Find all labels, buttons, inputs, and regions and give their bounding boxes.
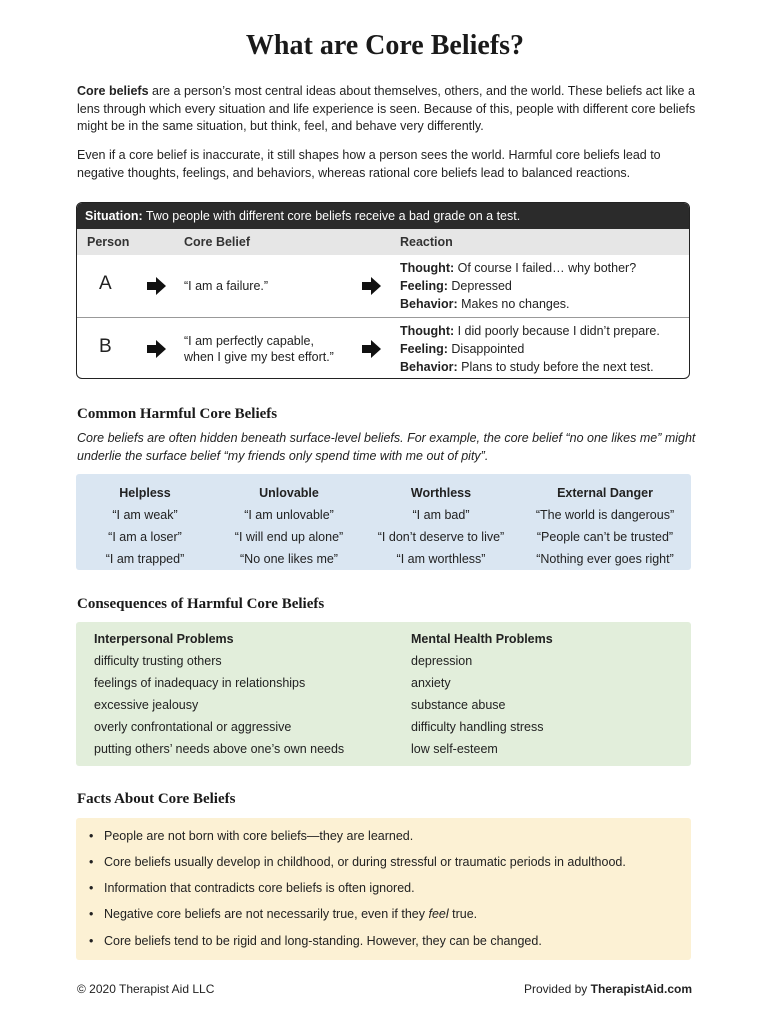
consequence-item: putting others’ needs above one’s own needs [94, 742, 345, 756]
category-heading: External Danger [557, 486, 653, 500]
category-item: “I am unlovable” [244, 508, 334, 522]
thought-value: I did poorly because I didn’t prepare. [454, 324, 660, 338]
fact-emphasis: feel [428, 907, 449, 921]
category-item: “I don’t deserve to live” [377, 530, 505, 544]
belief-categories-panel [76, 474, 691, 570]
category-item: “People can’t be trusted” [536, 530, 674, 544]
person-label: A [99, 273, 112, 294]
brand-link[interactable]: TherapistAid.com [590, 982, 692, 996]
consequence-item: anxiety [411, 676, 451, 690]
consequence-heading: Interpersonal Problems [94, 632, 234, 646]
belief-category-unlovable [214, 482, 364, 570]
feeling-value: Depressed [447, 279, 512, 293]
behavior-label: Behavior: [400, 297, 458, 311]
situation-column-headers [77, 229, 689, 255]
fact-item: • Core beliefs usually develop in childhood, or during stressful or traumatic periods in adulthood. [104, 854, 626, 870]
core-belief-text [184, 278, 268, 294]
intro-keyword: Core beliefs [77, 84, 149, 98]
belief-category-worthless [366, 482, 516, 570]
section-title-facts: Facts About Core Beliefs [77, 791, 236, 807]
core-belief-line: when I give my best effort.” [184, 350, 334, 364]
common-intro: Core beliefs are often hidden beneath surface-level beliefs. For example, the core belief “no one likes me” might underlie the surface belief “my friends only spend time with me out of pity”. [77, 431, 696, 463]
arrow-right-icon [145, 338, 167, 360]
feeling-label: Feeling: [400, 279, 448, 293]
intro-paragraph-1 [77, 83, 697, 136]
thought-value: Of course I failed… why bother? [454, 261, 637, 275]
consequence-heading: Mental Health Problems [411, 632, 553, 646]
consequence-item: excessive jealousy [94, 698, 199, 712]
section-title-common: Common Harmful Core Beliefs [77, 406, 278, 422]
core-belief-line: “I am a failure.” [184, 279, 269, 293]
person-label: B [99, 336, 112, 357]
situation-text: Two people with different core beliefs receive a bad grade on a test. [142, 209, 521, 223]
reaction-feeling [400, 340, 660, 358]
fact-item: • People are not born with core beliefs—they are learned. [104, 828, 413, 844]
consequence-item: overly confrontational or aggressive [94, 720, 292, 734]
situation-label: Situation: [85, 209, 143, 223]
section-title-consequences: Consequences of Harmful Core Beliefs [77, 596, 325, 612]
category-item: “I am bad” [412, 508, 470, 522]
fact-text: Negative core beliefs are not necessarily true, even if they [104, 907, 429, 921]
category-heading: Unlovable [259, 486, 319, 500]
belief-category-helpless [70, 482, 220, 570]
core-belief-text [184, 333, 334, 365]
situation-table [76, 202, 690, 379]
fact-item: • Core beliefs tend to be rigid and long-standing. However, they can be changed. [104, 933, 542, 949]
intro-paragraph-2: Even if a core belief is inaccurate, it still shapes how a person sees the world. Harmful core beliefs lead to negative thoughts, feelings, and behaviors, whereas rational core beliefs lead to balanced reactions. [77, 148, 661, 180]
consequence-item: substance abuse [411, 698, 506, 712]
consequence-item: feelings of inadequacy in relationships [94, 676, 306, 690]
page-title: What are Core Beliefs? [245, 30, 525, 61]
column-header-core-belief: Core Belief [184, 235, 250, 249]
belief-category-external-danger [530, 482, 680, 570]
consequence-item: low self-esteem [411, 742, 498, 756]
reaction-behavior [400, 295, 636, 313]
intro-text: are a person’s most central ideas about themselves, others, and the world. These beliefs act like a lens through which every situation and life experience is seen. Because of this, people with different core beliefs might be in the same situation, but think, feel, and behave very differently. [77, 84, 696, 133]
category-item: “I am trapped” [105, 552, 185, 566]
footer-copyright: © 2020 Therapist Aid LLC [77, 982, 215, 996]
consequence-item: difficulty trusting others [94, 654, 222, 668]
category-item: “The world is dangerous” [535, 508, 675, 522]
category-item: “No one likes me” [240, 552, 338, 566]
feeling-label: Feeling: [400, 342, 448, 356]
column-header-reaction: Reaction [400, 235, 453, 249]
reaction-text [400, 322, 660, 376]
interpersonal-problems [94, 628, 344, 760]
category-item: “I will end up alone” [234, 530, 344, 544]
arrow-right-icon [145, 275, 167, 297]
behavior-label: Behavior: [400, 360, 458, 374]
facts-panel [76, 818, 691, 960]
category-item: “I am weak” [112, 508, 178, 522]
consequences-panel [76, 622, 691, 766]
reaction-behavior [400, 358, 660, 376]
fact-text: true. [448, 907, 478, 921]
category-heading: Helpless [119, 486, 171, 500]
consequence-item: difficulty handling stress [411, 720, 544, 734]
fact-item: • Information that contradicts core beliefs is often ignored. [104, 880, 415, 896]
arrow-right-icon [360, 275, 382, 297]
reaction-feeling [400, 277, 636, 295]
consequence-item: depression [411, 654, 473, 668]
reaction-text [400, 259, 636, 313]
situation-header [77, 203, 689, 229]
thought-label: Thought: [400, 261, 455, 275]
provided-by-text: Provided by [523, 982, 591, 996]
column-header-person: Person [87, 235, 130, 249]
situation-row-a [77, 255, 689, 318]
reaction-thought [400, 259, 636, 277]
category-item: “I am worthless” [396, 552, 486, 566]
thought-label: Thought: [400, 324, 455, 338]
feeling-value: Disappointed [447, 342, 525, 356]
footer-provided-by [524, 982, 692, 996]
category-heading: Worthless [410, 486, 472, 500]
reaction-thought [400, 322, 660, 340]
arrow-right-icon [360, 338, 382, 360]
mental-health-problems [411, 628, 553, 760]
core-belief-line: “I am perfectly capable, [184, 334, 314, 348]
behavior-value: Makes no changes. [457, 297, 570, 311]
category-item: “Nothing ever goes right” [536, 552, 674, 566]
situation-row-b [77, 318, 689, 379]
behavior-value: Plans to study before the next test. [457, 360, 654, 374]
category-item: “I am a loser” [108, 530, 182, 544]
fact-item [104, 906, 477, 922]
